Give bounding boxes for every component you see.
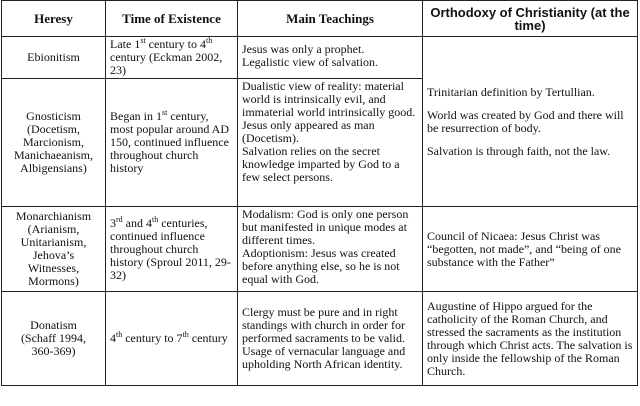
teaching-line: Usage of vernacular language and upholding North African identity. — [242, 344, 406, 371]
orthodoxy-line: Council of Nicaea: Jesus Christ was “begotten, not made”, and “being of one substance with the Father” — [427, 228, 621, 269]
heresy-subgroup: Albigensians) — [20, 161, 87, 175]
heresy-cell — [2, 292, 106, 386]
teachings-cell — [238, 207, 423, 292]
heresy-subgroup: (Schaff 1994, — [20, 331, 87, 345]
teaching-line: Dualistic view of reality: material world is intrinsically evil, and immaterial world intrinsically good. — [242, 79, 416, 119]
teaching-line: Clergy must be pure and in right standings with church in order for performed sacraments to be valid. — [242, 305, 405, 345]
heresy-subgroup: (Docetism, — [27, 122, 80, 136]
table-row — [2, 292, 638, 386]
heresy-cell — [2, 79, 106, 207]
heresy-cell — [2, 37, 106, 79]
time-cell: Late 1st century to 4th century (Eckman 2002, 23) — [106, 37, 238, 79]
teachings-cell — [238, 292, 423, 386]
heresy-name: Gnosticism — [26, 109, 81, 123]
teaching-line: Legalistic view of salvation. — [242, 55, 378, 69]
heresy-name: Donatism — [30, 318, 77, 332]
orthodoxy-cell — [423, 37, 638, 207]
teaching-line: Adoptionism: Jesus was created before anything else, so he is not equal with God. — [242, 246, 400, 286]
heresy-subgroup: Witnesses, — [27, 261, 80, 275]
orthodoxy-cell — [423, 292, 638, 386]
orthodoxy-line: Augustine of Hippo argued for the catholicity of the Roman Church, and stressed the sacraments as the institution through which Christ acts. The salvation is only inside the fellowship of the Roman Church. — [427, 298, 633, 378]
heresy-name: Monarchianism — [15, 209, 92, 223]
orthodoxy-line: World was created by God and there will be resurrection of body. — [427, 107, 624, 135]
time-cell: 3rd and 4th centuries, continued influence throughout church history (Sproul 2011, 29-32) — [106, 207, 238, 292]
heresy-subgroup: Manichaeanism, — [14, 148, 93, 162]
heresy-table — [1, 0, 638, 386]
heresy-subgroup: Unitarianism, — [20, 235, 87, 249]
table-row — [2, 207, 638, 292]
table-row — [2, 37, 638, 79]
time-cell: Began in 1st century, most popular around AD 150, continued influence throughout church history — [106, 79, 238, 207]
header-time-of-existence: Time of Existence — [106, 1, 238, 37]
heresy-subgroup: Mormons) — [28, 274, 79, 288]
orthodoxy-line: Trinitarian definition by Tertullian. — [427, 84, 595, 99]
heresy-name: Ebionitism — [27, 50, 80, 64]
teaching-line: Jesus was only a prophet. — [242, 42, 365, 56]
heresy-subgroup: 360-369) — [31, 344, 76, 358]
header-main-teachings: Main Teachings — [238, 1, 423, 37]
teaching-line: Modalism: God is only one person but manifested in unique modes at different times. — [242, 207, 409, 247]
header-heresy: Heresy — [2, 1, 106, 37]
time-cell: 4th century to 7th century — [106, 292, 238, 386]
heresy-subgroup: Jehova’s — [32, 248, 75, 262]
teachings-cell — [238, 37, 423, 79]
teaching-line: Jesus only appeared as man (Docetism). — [242, 118, 375, 145]
heresy-cell — [2, 207, 106, 292]
teachings-cell — [238, 79, 423, 207]
heresy-subgroup: Marcionism, — [23, 135, 84, 149]
header-row — [2, 1, 638, 37]
teaching-line: Salvation relies on the secret knowledge imparted by God to a few select persons. — [242, 144, 400, 184]
orthodoxy-cell — [423, 207, 638, 292]
orthodoxy-line: Salvation is through faith, not the law. — [427, 143, 611, 158]
heresy-subgroup: (Arianism, — [27, 222, 80, 236]
header-orthodoxy: Orthodoxy of Christianity (at the time) — [423, 1, 638, 37]
